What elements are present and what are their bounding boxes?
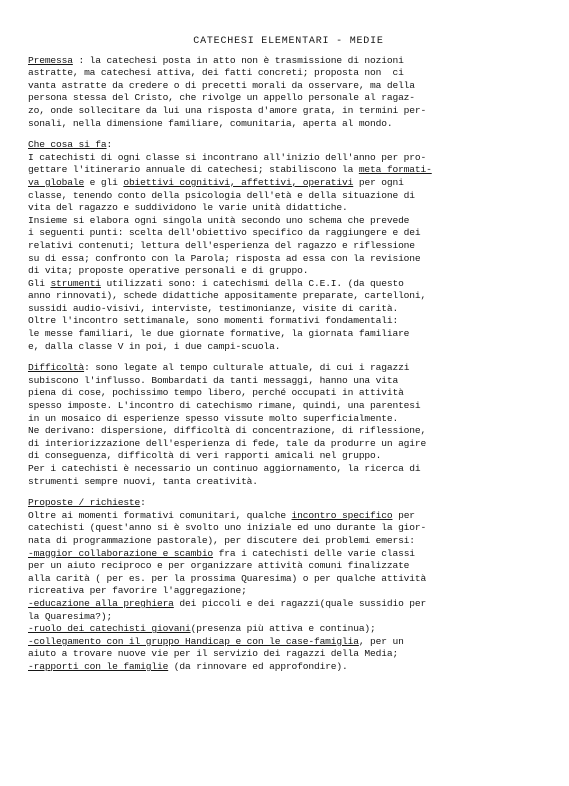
premessa-line: sonali, nella dimensione familiare, comunitaria, aperta al mondo.	[28, 117, 393, 129]
che-cosa-line: e, dalla classe V in poi, i due campi-scuola.	[28, 340, 281, 352]
strumenti-underlined: strumenti	[50, 277, 101, 289]
difficolta-line: Difficoltà: sono legate al tempo culturale attuale, di cui i ragazzi	[28, 362, 410, 374]
difficolta-line: spesso imposte. L'incontro di catechismo rimane, quindi, una parentesi	[28, 400, 421, 412]
che-cosa-line: le messe familiari, le due giornate formative, la giornata familiare	[28, 328, 410, 340]
section-premessa	[28, 55, 549, 131]
difficolta-heading: Difficoltà	[28, 362, 85, 374]
difficolta-line: Per i catechisti è necessario un continuo aggiornamento, la ricerca di	[28, 463, 421, 474]
difficolta-line: di conseguenza, difficoltà di veri rapporti amicali nel gruppo.	[28, 450, 382, 462]
proposte-line: Oltre ai momenti formativi comunitari, qualche incontro specifico per	[28, 509, 415, 521]
proposte-heading: Proposte / richieste	[28, 497, 141, 509]
premessa-line: astratte, ma catechesi attiva, dei fatti concreti; proposta non ci	[28, 67, 404, 79]
difficolta-line: di interiorizzazione dell'esperienza di fede, tale da produrre un agire	[28, 437, 427, 449]
proposte-line: la Quaresima?);	[28, 610, 113, 622]
che-cosa-heading: Che cosa si fa	[28, 139, 107, 151]
proposte-heading-line: Proposte / richieste:	[28, 497, 146, 509]
premessa-line: vanta astratte da credere o di precetti morali da osservare, ma della	[28, 79, 415, 91]
che-cosa-line: anno rinnovati), schede didattiche appositamente preparate, cartelloni,	[28, 290, 427, 302]
che-cosa-line: Gli strumenti utilizzati sono: i catechismi della C.E.I. (da questo	[28, 277, 404, 289]
che-cosa-line: i seguenti punti: scelta dell'obiettivo specifico da raggiungere e dei	[28, 227, 421, 239]
premessa-line: Premessa : la catechesi posta in atto non è trasmissione di nozioni	[28, 54, 404, 66]
meta-formativa-underlined: meta formati-	[358, 164, 432, 176]
difficolta-line: in un mosaico di esperienze spesso vissute molto superficialmente.	[28, 412, 399, 424]
section-proposte	[28, 497, 549, 673]
proposte-line: aiuto a trovare nuove vie per il servizio dei ragazzi della Media;	[28, 648, 399, 660]
che-cosa-line: Oltre l'incontro settimanale, sono momenti formativi fondamentali:	[28, 315, 399, 327]
proposte-line: catechisti (quest'anno si è svolto uno iniziale ed uno durante la gior-	[28, 522, 427, 534]
proposte-line: -maggior collaborazione e scambio fra i catechisti delle varie classi	[28, 547, 415, 559]
proposte-line: -educazione alla preghiera dei piccoli e dei ragazzi(quale sussidio per	[28, 597, 427, 609]
proposte-line: -rapporti con le famiglie (da rinnovare ed approfondire).	[28, 660, 348, 672]
premessa-line: zo, onde sollecitare da lui una risposta d'amore grata, in termini per-	[28, 104, 427, 116]
difficolta-line: piena di cose, pochissimo tempo libero, perché occupati in attività	[28, 387, 404, 399]
che-cosa-line: I catechisti di ogni classe si incontrano all'inizio dell'anno per pro-	[28, 151, 427, 163]
premessa-line: persona stessa del Cristo, che rivolge un appello personale al ragaz-	[28, 92, 415, 104]
difficolta-line: subiscono l'influsso. Bombardati da tanti messaggi, hanno una vita	[28, 374, 399, 386]
che-cosa-heading-line: Che cosa si fa:	[28, 139, 113, 151]
section-difficolta	[28, 362, 549, 488]
section-che-cosa-si-fa	[28, 139, 549, 353]
difficolta-line: Ne derivano: dispersione, difficoltà di concentrazione, di riflessione,	[28, 425, 427, 437]
che-cosa-line: su di essa; confronto con la Parola; risposta ad essa con la revisione	[28, 252, 421, 264]
proposte-line: -collegamento con il gruppo Handicap e con le case-famiglia, per un	[28, 635, 404, 647]
che-cosa-line: Insieme si elabora ogni singola unità secondo uno schema che prevede	[28, 214, 410, 226]
proposte-line: -ruolo dei catechisti giovani(presenza più attiva e continua);	[28, 623, 376, 635]
che-cosa-line: vita del ragazzo e suddividono le varie unità didattiche.	[28, 202, 348, 214]
proposte-line: alla carità ( per es. per la prossima Quaresima) o per qualche attività	[28, 572, 427, 584]
che-cosa-line: relativi contenuti; lettura dell'esperienza del ragazzo e riflessione	[28, 239, 415, 251]
che-cosa-line: gettare l'itinerario annuale di catechesi; stabiliscono la meta formati-	[28, 164, 432, 176]
proposte-line: per un aiuto reciproco e per organizzare attività comuni finalizzate	[28, 560, 410, 572]
che-cosa-line: va globale e gli obiettivi cognitivi, affettivi, operativi per ogni	[28, 176, 404, 188]
proposte-line: nata di programmazione pastorale), per discutere dei problemi emersi:	[28, 534, 415, 546]
che-cosa-line: classe, tenendo conto della psicologia dell'età e della situazione di	[28, 189, 415, 201]
obiettivi-underlined: obiettivi cognitivi, affettivi, operativi	[123, 176, 354, 188]
proposte-line: ricreativa per favorire l'aggregazione;	[28, 585, 247, 597]
difficolta-line: strumenti sempre nuovi, tanta creatività.	[28, 475, 258, 487]
premessa-heading: Premessa	[28, 54, 73, 66]
che-cosa-line: di vita; proposte operative personali e di gruppo.	[28, 265, 309, 277]
che-cosa-line: sussidi audio-visivi, interviste, testimonianze, visite di carità.	[28, 302, 399, 314]
page-title: CATECHESI ELEMENTARI - MEDIE	[193, 36, 384, 47]
